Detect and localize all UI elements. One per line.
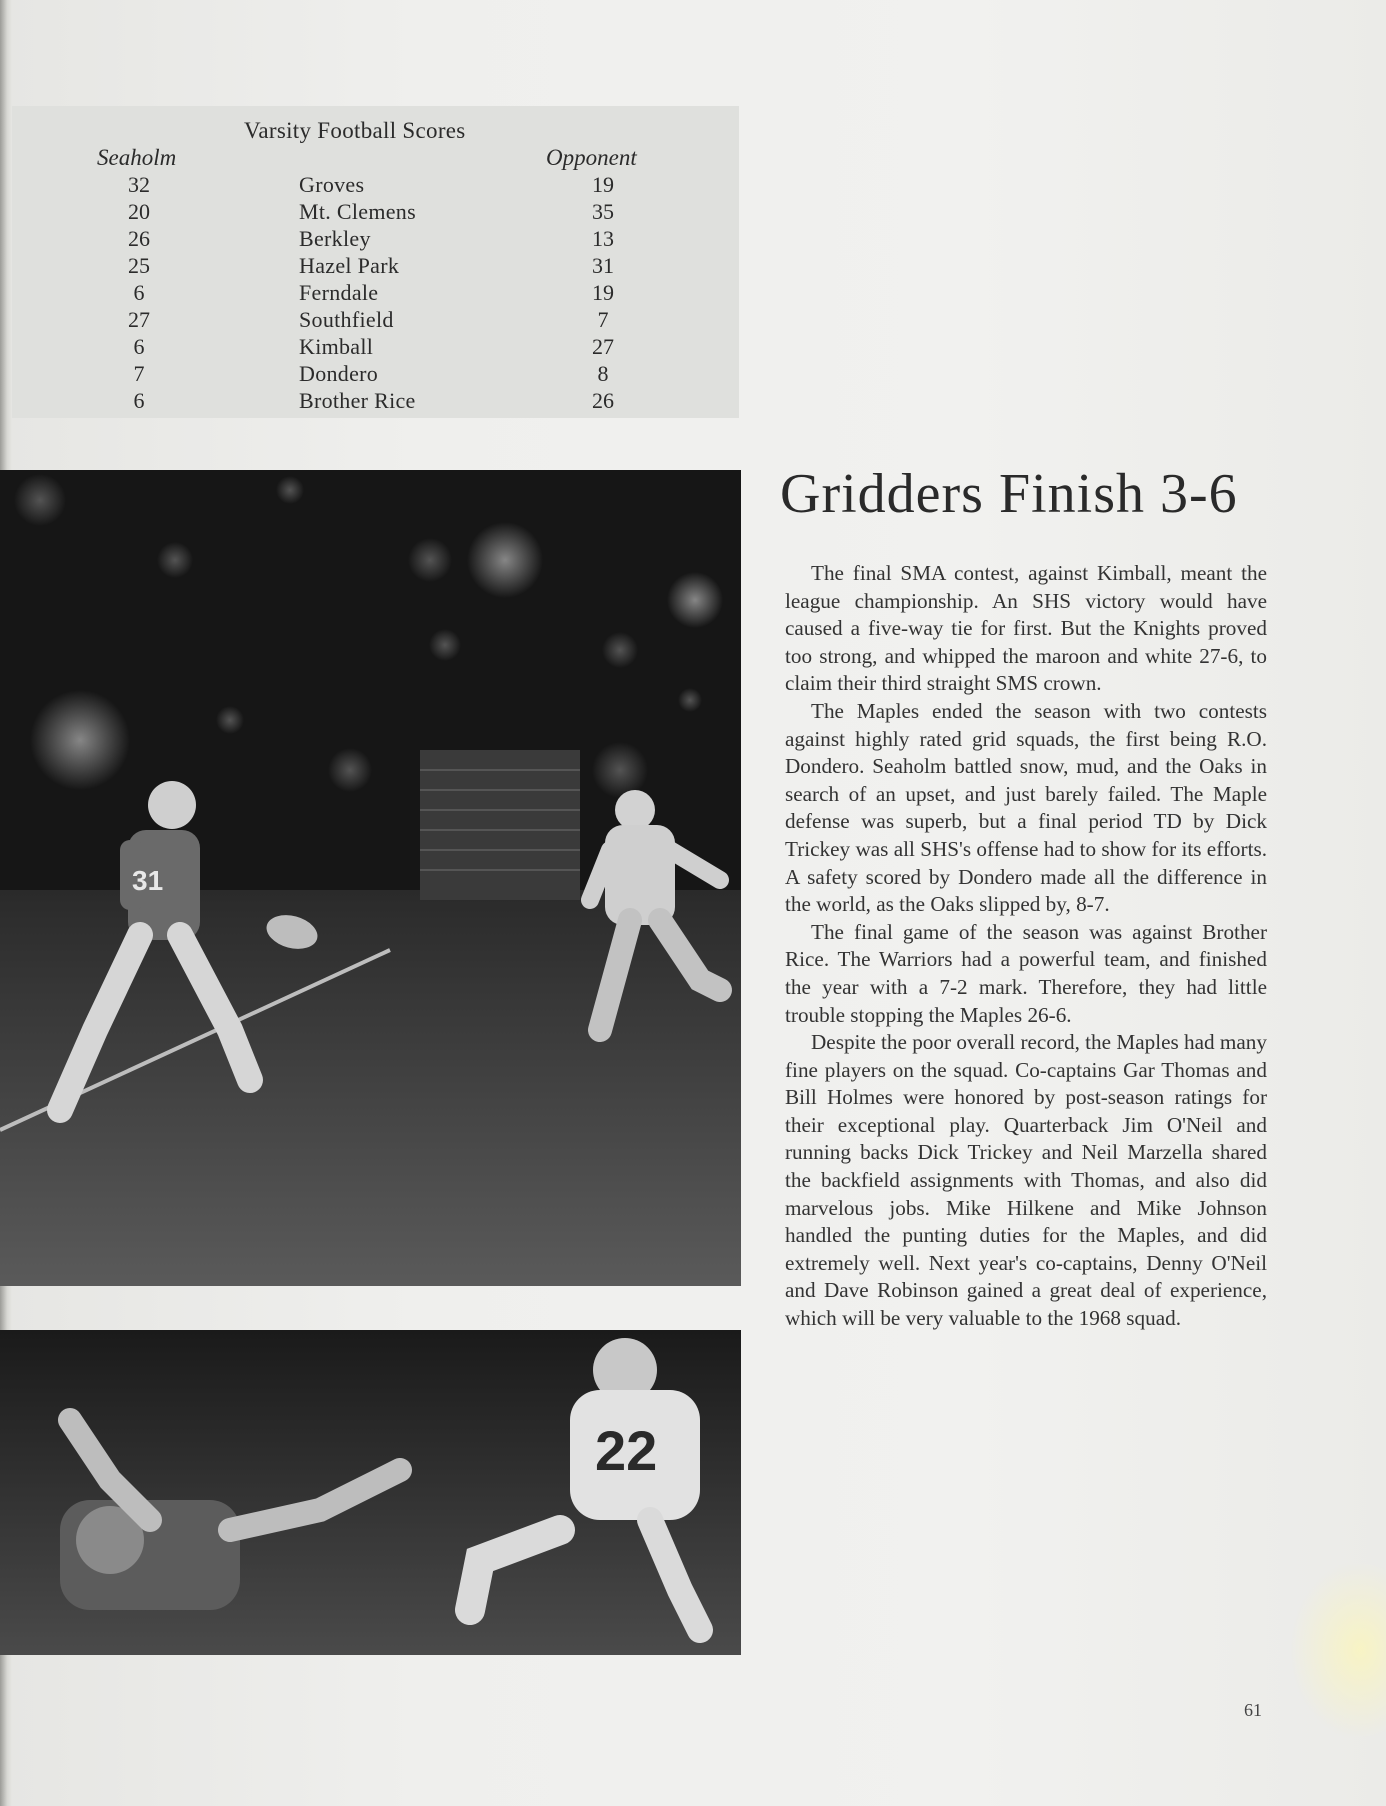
seaholm-score: 26	[128, 226, 150, 251]
opponent-score: 13	[592, 226, 614, 251]
tackler-jersey-number: 22	[595, 1419, 658, 1482]
table-row	[0, 361, 739, 388]
opponent-team: Kimball	[299, 334, 374, 359]
opponent-team: Brother Rice	[299, 388, 416, 413]
opponent-score: 27	[592, 334, 614, 359]
table-row	[0, 334, 739, 361]
page-number: 61	[1244, 1700, 1262, 1720]
article-paragraph: Despite the poor overall record, the Maples had many fine players on the squad. Co-captains Gar Thomas and Bill Holmes were honored by post-season ratings for their exceptional play. Quarterback Jim O'Neil and running backs Dick Trickey and Neil Marzella shared the backfield assignments with Thomas, and also did marvelous jobs. Mike Hilkene and Mike Johnson handled the punting duties for the Maples, and did extremely well. Next year's co-captains, Denny O'Neil and Dave Robinson gained a great deal of experience, which will be very valuable to the 1968 squad.	[785, 1030, 1267, 1331]
football-action-photo-art	[0, 470, 741, 1286]
opponent-team: Mt. Clemens	[299, 199, 416, 224]
opponent-score: 35	[592, 199, 614, 224]
table-row	[0, 253, 739, 280]
scores-table-title: Varsity Football Scores	[244, 118, 466, 143]
table-row	[0, 388, 739, 415]
seaholm-score: 6	[133, 334, 145, 359]
opponent-team: Berkley	[299, 226, 371, 251]
opponent-score: 8	[597, 361, 609, 386]
article-headline: Gridders Finish 3-6	[780, 463, 1238, 525]
scores-table	[0, 172, 739, 415]
opponent-team: Dondero	[299, 361, 379, 386]
opponent-score: 26	[592, 388, 614, 413]
table-row	[0, 172, 739, 199]
seaholm-score: 32	[128, 172, 150, 197]
seaholm-column-header: Seaholm	[97, 145, 177, 170]
paper-discoloration	[1290, 1560, 1386, 1740]
tackle-photo	[0, 1330, 741, 1655]
seaholm-score: 6	[133, 280, 145, 305]
seaholm-score: 6	[133, 388, 145, 413]
table-row	[0, 280, 739, 307]
article-paragraph: The final SMA contest, against Kimball, meant the league championship. An SHS victory would have caused a five-way tie for first. But the Knights proved too strong, and whipped the maroon and white 27-6, to claim their third straight SMS crown.	[785, 561, 1267, 696]
seaholm-score: 25	[128, 253, 150, 278]
football-action-photo	[0, 470, 741, 1286]
opponent-team: Groves	[299, 172, 365, 197]
article-paragraph: The Maples ended the season with two contests against highly rated grid squads, the first being R.O. Dondero. Seaholm battled snow, mud, and the Oaks in search of an upset, and just barely failed. The Maple defense was superb, but a final period TD by Dick Trickey was all SHS's offense had to show for its efforts. A safety scored by Dondero made all the difference in the world, as the Oaks slipped by, 8-7.	[785, 698, 1267, 917]
article-paragraph: The final game of the season was against Brother Rice. The Warriors had a powerful team, and finished the year with a 7-2 mark. Therefore, they had little trouble stopping the Maples 26-6.	[785, 919, 1267, 1027]
tackle-photo-art	[0, 1330, 741, 1655]
seaholm-score: 7	[133, 361, 145, 386]
opponent-score: 7	[597, 307, 609, 332]
table-row	[0, 307, 739, 334]
table-row	[0, 199, 739, 226]
opponent-score: 31	[592, 253, 614, 278]
opponent-team: Southfield	[299, 307, 394, 332]
seaholm-score: 27	[128, 307, 150, 332]
opponent-score: 19	[592, 280, 614, 305]
runner-jersey-number: 31	[132, 865, 164, 896]
table-row	[0, 226, 739, 253]
opponent-team: Ferndale	[299, 280, 379, 305]
seaholm-score: 20	[128, 199, 150, 224]
opponent-column-header: Opponent	[546, 145, 637, 170]
article-body	[785, 560, 1267, 1333]
opponent-team: Hazel Park	[299, 253, 400, 278]
opponent-score: 19	[592, 172, 614, 197]
